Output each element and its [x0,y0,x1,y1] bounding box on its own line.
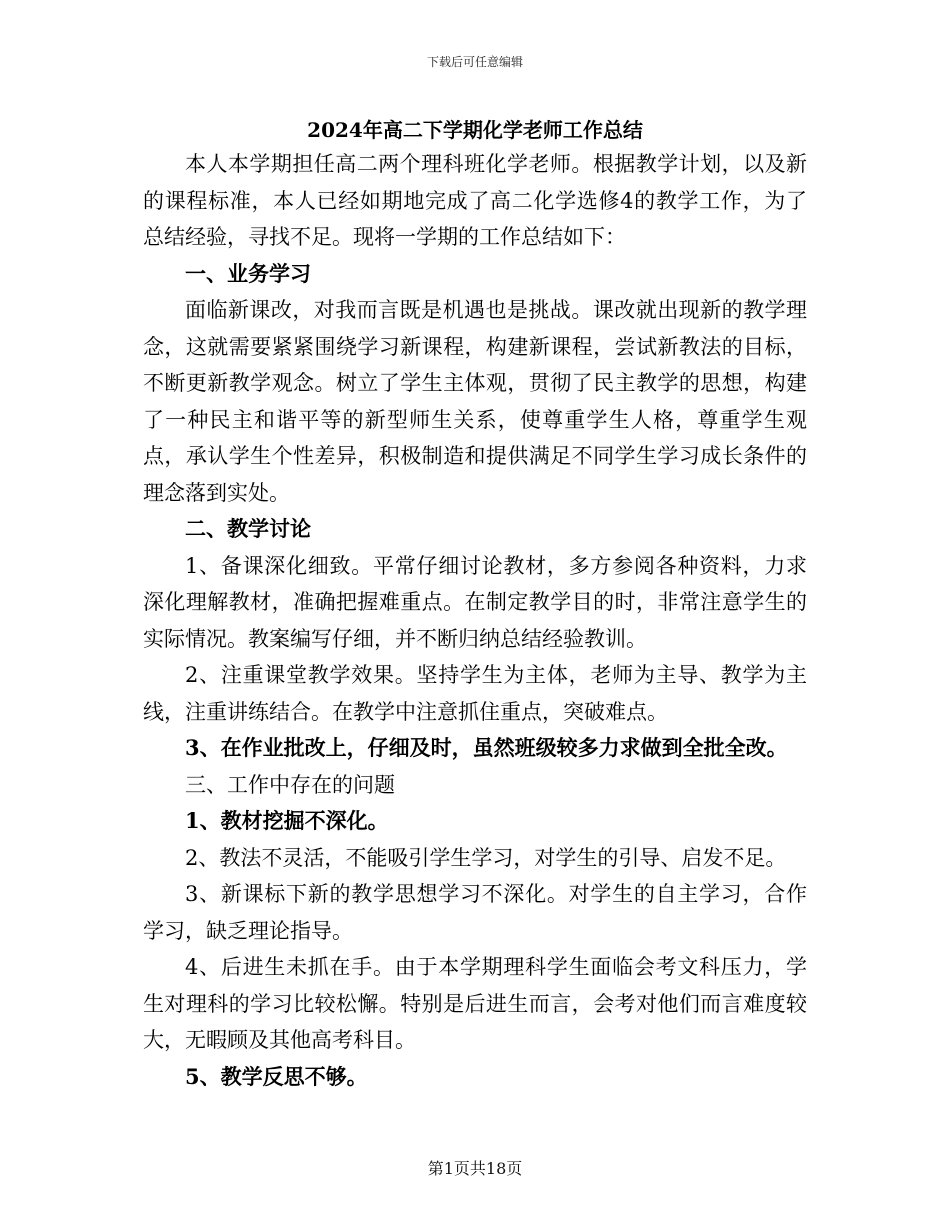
section-heading-business-study: 一、业务学习 [185,260,311,286]
problem-item-5: 5、教学反思不够。 [185,1063,368,1089]
section-heading-teaching-discussion: 二、教学讨论 [185,516,311,541]
page-header-note: 下载后可任意编辑 [426,55,523,69]
problem-item-2: 2、教法不灵活，不能吸引学生学习，对学生的引导、启发不足。 [185,845,787,870]
paragraph-intro: 本人本学期担任高二两个理科班化学老师。根据教学计划，以及新的课程标准，本人已经如期地完成了高二化学选修4的教学工作，为了总结经验，寻找不足。现将一学期的工作总结如下： [143,152,807,249]
page-number-footer: 第1页共18页 [427,1159,523,1178]
section-heading-problems: 三、工作中存在的问题 [185,772,395,797]
paragraph-business-study: 面临新课改，对我而言既是机遇也是挑战。课改就出现新的教学理念，这就需要紧紧围绕学习新课程，构建新课程，尝试新教法的目标，不断更新教学观念。树立了学生主体观，贯彻了民主教学的思想，构建了一种民主和谐平等的新型师生关系，使尊重学生人格，尊重学生观点，承认学生个性差异，积极制造和提供满足不同学生学习成长条件的理念落到实处。 [143,298,807,505]
paragraph-lesson-prep: 1、备课深化细致。平常仔细讨论教材，多方参阅各种资料，力求深化理解教材，准确把握难重点。在制定教学目的时，非常注意学生的实际情况。教案编写仔细，并不断归纳总结经验教训。 [143,553,807,651]
paragraph-classroom-effect: 2、注重课堂教学效果。坚持学生为主体，老师为主导、教学为主线，注重讲练结合。在教学中注意抓住重点，突破难点。 [143,663,807,724]
problem-item-1: 1、教材挖掘不深化。 [185,808,389,833]
document-title: 2024年高二下学期化学老师工作总结 [307,118,643,142]
problem-item-3: 3、新课标下新的教学思想学习不深化。对学生的自主学习，合作学习，缺乏理论指导。 [143,882,807,943]
problem-item-4: 4、后进生未抓在手。由于本学期理科学生面临会考文科压力，学生对理科的学习比较松懈。特别是后进生而言，会考对他们而言难度较大，无暇顾及其他高考科目。 [143,955,807,1052]
document-body [143,146,807,1095]
paragraph-homework-grading: 3、在作业批改上，仔细及时，虽然班级较多力求做到全批全改。 [185,735,788,760]
